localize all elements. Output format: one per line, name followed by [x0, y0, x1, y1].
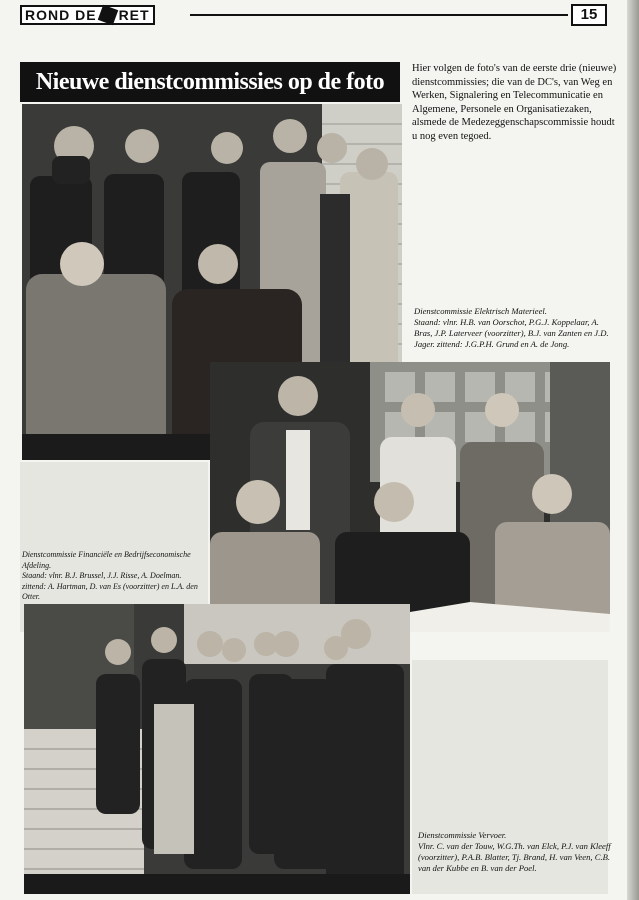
photo-vervoer [24, 604, 410, 894]
caption-financiele-body: Staand: vlnr. B.J. Brussel, J.J. Risse, A. Doelman. zittend: A. Hartman, D. van Es (voorzitter) en L.A. den Otter. [22, 571, 198, 601]
caption-vervoer-body: Vlnr. C. van der Touw, W.G.Th. van Elck, P.J. van Kleeff (voorzitter), P.A.B. Blatter, Tj. Brand, H. van Veen, C.B. van der Kubbe en B. van der Poel. [418, 841, 611, 873]
header-rule [190, 14, 568, 16]
masthead [20, 5, 155, 25]
caption-elektrisch-body: Staand: vlnr. H.B. van Oorschot, P.G.J. Koppelaar, A. Bras, J.P. Laterveer (voorzitter), B.J. van Zanten en J.D. Jager. zittend: J.G.P.H. Grund en A. de Jong. [414, 317, 609, 349]
photo-financiele-illustration [210, 362, 610, 632]
masthead-diamond-icon [97, 5, 118, 26]
photo-vervoer-illustration [24, 604, 410, 894]
article-intro: Hier volgen de foto's van de eerste drie (nieuwe) dienstcommissies; die van de DC's, van Weg en Werken, Signalering en Telecommunicatie en Algemene, Personele en Organisatiezaken, alsmede de Medezeggenschapscommissie houdt u nog even tegoed. [412, 63, 617, 142]
caption-financiele-afdeling [22, 550, 206, 603]
caption-financiele-title: Dienstcommissie Financiële en Bedrijfseconomische Afdeling. [22, 550, 191, 570]
caption-vervoer-title: Dienstcommissie Vervoer. [418, 830, 507, 840]
caption-elektrisch-title: Dienstcommissie Elektrisch Materieel. [414, 306, 547, 316]
page-edge [627, 0, 639, 900]
caption-elektrisch-materieel [414, 306, 619, 350]
page-number: 15 [571, 4, 607, 26]
masthead-right: RET [118, 7, 150, 23]
photo-financiele-afdeling [210, 362, 610, 632]
caption-vervoer [418, 830, 614, 874]
masthead-logo [20, 5, 155, 25]
article-headline: Nieuwe dienstcommissies op de foto [20, 62, 400, 102]
masthead-left: ROND DE [25, 7, 97, 23]
